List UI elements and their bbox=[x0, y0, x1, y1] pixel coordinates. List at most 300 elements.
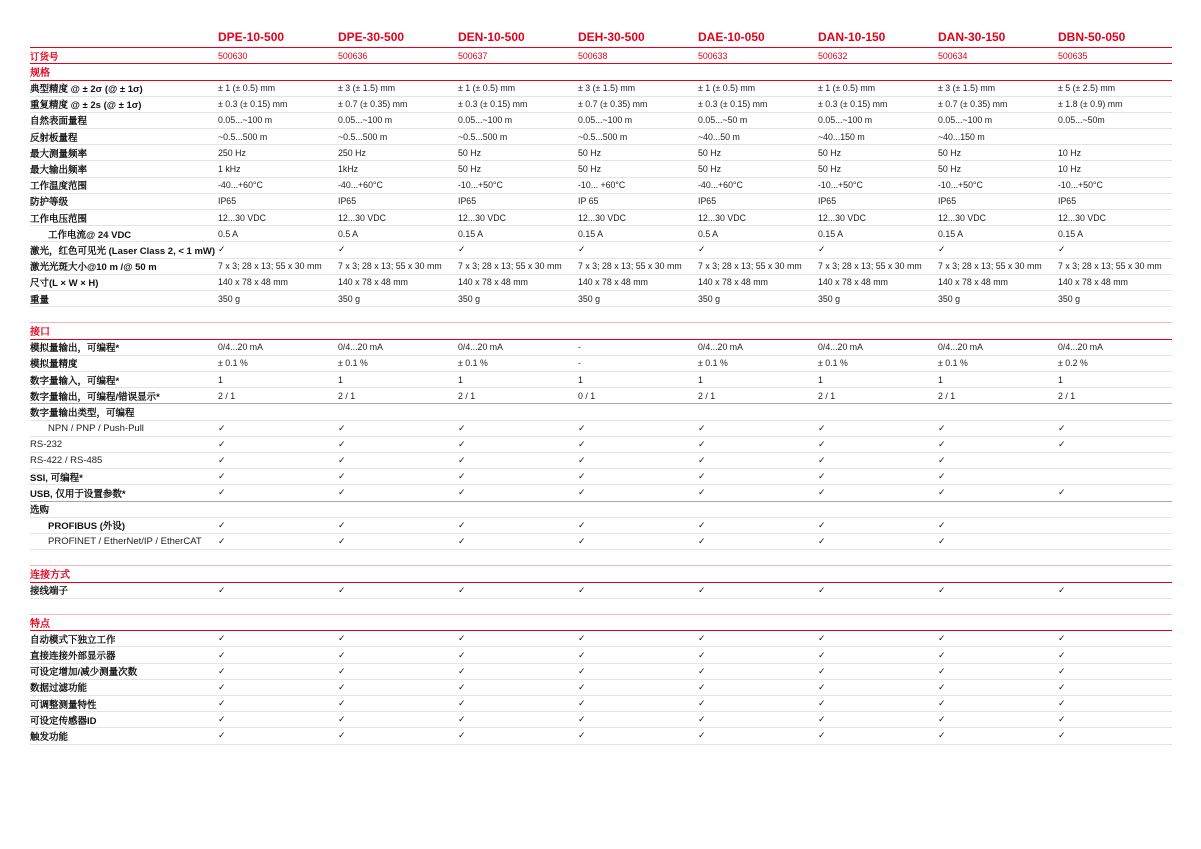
check-icon: ✓ bbox=[1058, 244, 1066, 255]
row-label: 选购 bbox=[30, 505, 50, 517]
value-cell: ~40...150 m bbox=[818, 131, 865, 142]
value-cell: ~0.5...500 m bbox=[338, 131, 388, 142]
check-icon: ✓ bbox=[578, 487, 586, 498]
value-cell: ± 1 (± 0.5) mm bbox=[218, 83, 276, 94]
value-cell: 0.5 A bbox=[218, 228, 239, 239]
value-cell: IP 65 bbox=[578, 196, 599, 207]
check-icon: ✓ bbox=[938, 649, 946, 660]
check-icon: ✓ bbox=[338, 584, 346, 595]
check-icon: ✓ bbox=[578, 665, 586, 676]
value-cell: 2 / 1 bbox=[458, 390, 476, 401]
table-row bbox=[30, 518, 1172, 534]
table-row bbox=[30, 469, 1172, 485]
check-icon: ✓ bbox=[578, 455, 586, 466]
check-icon: ✓ bbox=[818, 438, 826, 449]
check-icon: ✓ bbox=[818, 730, 826, 741]
table-row bbox=[30, 113, 1172, 129]
value-cell: 1 bbox=[218, 374, 223, 385]
table-row bbox=[30, 275, 1172, 291]
row-label: 可调整测量特性 bbox=[30, 699, 97, 711]
column-header-dpe-10-500: DPE-10-500 bbox=[218, 30, 285, 44]
value-cell: 0.05...~100 m bbox=[938, 115, 993, 126]
row-label: 自然表面量程 bbox=[30, 116, 88, 128]
table-row bbox=[30, 259, 1172, 275]
check-icon: ✓ bbox=[938, 665, 946, 676]
table-row bbox=[30, 534, 1172, 550]
value-cell: 12...30 VDC bbox=[578, 212, 626, 223]
value-cell: 10 Hz bbox=[1058, 164, 1081, 175]
order-number-cell: 500633 bbox=[698, 50, 728, 61]
row-label: 直接连接外部显示器 bbox=[30, 651, 116, 663]
value-cell: 1 bbox=[698, 374, 703, 385]
value-cell: 350 g bbox=[458, 293, 481, 304]
check-icon: ✓ bbox=[938, 714, 946, 725]
check-icon: ✓ bbox=[458, 730, 466, 741]
check-icon: ✓ bbox=[1058, 487, 1066, 498]
value-cell: 0.5 A bbox=[698, 228, 719, 239]
value-cell: 0.15 A bbox=[1058, 228, 1083, 239]
check-icon: ✓ bbox=[458, 698, 466, 709]
check-icon: ✓ bbox=[338, 244, 346, 255]
row-label: 数字量输出类型，可编程 bbox=[30, 407, 135, 419]
row-label: 数据过滤功能 bbox=[30, 683, 88, 695]
check-icon: ✓ bbox=[938, 455, 946, 466]
check-icon: ✓ bbox=[338, 519, 346, 530]
check-icon: ✓ bbox=[698, 584, 706, 595]
check-icon: ✓ bbox=[1058, 681, 1066, 692]
section-2 bbox=[30, 565, 1172, 599]
check-icon: ✓ bbox=[818, 714, 826, 725]
check-icon: ✓ bbox=[578, 730, 586, 741]
check-icon: ✓ bbox=[818, 487, 826, 498]
check-icon: ✓ bbox=[938, 487, 946, 498]
check-icon: ✓ bbox=[818, 422, 826, 433]
value-cell: 350 g bbox=[578, 293, 601, 304]
value-cell: 1kHz bbox=[338, 164, 359, 175]
check-icon: ✓ bbox=[938, 244, 946, 255]
check-icon: ✓ bbox=[338, 665, 346, 676]
table-row bbox=[30, 210, 1172, 226]
table-row bbox=[30, 194, 1172, 210]
check-icon: ✓ bbox=[938, 422, 946, 433]
value-cell: -40...+60°C bbox=[698, 180, 743, 191]
value-cell: ± 0.1 % bbox=[818, 358, 848, 369]
check-icon: ✓ bbox=[218, 519, 226, 530]
value-cell: IP65 bbox=[938, 196, 957, 207]
check-icon: ✓ bbox=[338, 633, 346, 644]
check-icon: ✓ bbox=[458, 244, 466, 255]
section-1 bbox=[30, 322, 1172, 550]
table-row bbox=[30, 81, 1172, 97]
row-label: RS-232 bbox=[30, 438, 63, 450]
value-cell: 140 x 78 x 48 mm bbox=[458, 277, 528, 288]
value-cell: 50 Hz bbox=[578, 164, 601, 175]
check-icon: ✓ bbox=[938, 698, 946, 709]
check-icon: ✓ bbox=[818, 584, 826, 595]
table-row bbox=[30, 728, 1172, 744]
check-icon: ✓ bbox=[338, 535, 346, 546]
value-cell: 0/4...20 mA bbox=[338, 342, 383, 353]
check-icon: ✓ bbox=[698, 422, 706, 433]
value-cell: -10...+50°C bbox=[458, 180, 503, 191]
value-cell: ± 0.7 (± 0.35) mm bbox=[338, 99, 408, 110]
value-cell: 140 x 78 x 48 mm bbox=[1058, 277, 1128, 288]
row-label: 工作电流@ 24 VDC bbox=[48, 229, 132, 241]
value-cell: 1 bbox=[938, 374, 943, 385]
value-cell: 50 Hz bbox=[578, 147, 601, 158]
order-number-cell: 500635 bbox=[1058, 50, 1088, 61]
check-icon: ✓ bbox=[938, 633, 946, 644]
check-icon: ✓ bbox=[338, 714, 346, 725]
check-icon: ✓ bbox=[698, 633, 706, 644]
section-3 bbox=[30, 614, 1172, 745]
row-label: 尺寸(L × W × H) bbox=[30, 278, 99, 290]
value-cell: 1 bbox=[818, 374, 823, 385]
row-label: SSI, 可编程* bbox=[30, 472, 83, 484]
value-cell: 350 g bbox=[1058, 293, 1081, 304]
value-cell: 140 x 78 x 48 mm bbox=[218, 277, 288, 288]
check-icon: ✓ bbox=[938, 730, 946, 741]
value-cell: 0.15 A bbox=[938, 228, 963, 239]
row-label: PROFINET / EtherNet/IP / EtherCAT bbox=[48, 535, 202, 547]
value-cell: IP65 bbox=[1058, 196, 1077, 207]
row-label: 接线端子 bbox=[30, 586, 69, 598]
value-cell: ± 1 (± 0.5) mm bbox=[458, 83, 516, 94]
table-row bbox=[30, 356, 1172, 372]
order-number-cell: 500634 bbox=[938, 50, 968, 61]
order-number-label: 订货号 bbox=[30, 51, 59, 63]
table-row bbox=[30, 680, 1172, 696]
column-header-dan-30-150: DAN-30-150 bbox=[938, 30, 1006, 44]
section-title: 连接方式 bbox=[30, 565, 1172, 583]
value-cell: ± 3 (± 1.5) mm bbox=[578, 83, 636, 94]
check-icon: ✓ bbox=[818, 665, 826, 676]
value-cell: 350 g bbox=[938, 293, 961, 304]
check-icon: ✓ bbox=[338, 422, 346, 433]
value-cell: 0/4...20 mA bbox=[1058, 342, 1103, 353]
value-cell: 50 Hz bbox=[458, 147, 481, 158]
value-cell: 140 x 78 x 48 mm bbox=[698, 277, 768, 288]
row-label: NPN / PNP / Push-Pull bbox=[48, 422, 144, 434]
check-icon: ✓ bbox=[578, 681, 586, 692]
value-cell: 1 bbox=[578, 374, 583, 385]
value-cell: ± 0.1 % bbox=[938, 358, 968, 369]
value-cell: 0/4...20 mA bbox=[938, 342, 983, 353]
check-icon: ✓ bbox=[818, 633, 826, 644]
value-cell: 350 g bbox=[818, 293, 841, 304]
check-icon: ✓ bbox=[698, 535, 706, 546]
check-icon: ✓ bbox=[218, 584, 226, 595]
value-cell: 0/4...20 mA bbox=[818, 342, 863, 353]
value-cell: 2 / 1 bbox=[218, 390, 236, 401]
table-row bbox=[30, 145, 1172, 161]
value-cell: 0.05...~50 m bbox=[698, 115, 748, 126]
check-icon: ✓ bbox=[698, 649, 706, 660]
check-icon: ✓ bbox=[938, 519, 946, 530]
check-icon: ✓ bbox=[818, 649, 826, 660]
check-icon: ✓ bbox=[578, 714, 586, 725]
value-cell: ~40...50 m bbox=[698, 131, 740, 142]
row-label: 防护等级 bbox=[30, 197, 69, 209]
row-label: 数字量输出，可编程/错误显示* bbox=[30, 391, 160, 403]
table-row bbox=[30, 226, 1172, 242]
value-cell: 12...30 VDC bbox=[938, 212, 986, 223]
check-icon: ✓ bbox=[458, 584, 466, 595]
table-row bbox=[30, 129, 1172, 145]
value-cell: 0.05...~100 m bbox=[338, 115, 393, 126]
value-cell: ± 0.1 % bbox=[338, 358, 368, 369]
column-header-dan-10-150: DAN-10-150 bbox=[818, 30, 886, 44]
check-icon: ✓ bbox=[578, 422, 586, 433]
value-cell: ~0.5...500 m bbox=[458, 131, 508, 142]
row-label: 激光光斑大小@10 m /@ 50 m bbox=[30, 262, 157, 274]
value-cell: 12...30 VDC bbox=[458, 212, 506, 223]
table-row bbox=[30, 583, 1172, 599]
value-cell: 1 kHz bbox=[218, 164, 241, 175]
value-cell: ~0.5...500 m bbox=[578, 131, 628, 142]
value-cell: IP65 bbox=[218, 196, 237, 207]
check-icon: ✓ bbox=[818, 535, 826, 546]
order-number-row bbox=[30, 48, 1172, 64]
value-cell: ± 0.3 (± 0.15) mm bbox=[218, 99, 288, 110]
value-cell: 1 bbox=[458, 374, 463, 385]
check-icon: ✓ bbox=[218, 438, 226, 449]
check-icon: ✓ bbox=[458, 471, 466, 482]
check-icon: ✓ bbox=[218, 698, 226, 709]
value-cell: 7 x 3; 28 x 13; 55 x 30 mm bbox=[458, 261, 562, 272]
check-icon: ✓ bbox=[1058, 584, 1066, 595]
check-icon: ✓ bbox=[458, 455, 466, 466]
value-cell: ± 5 (± 2.5) mm bbox=[1058, 83, 1116, 94]
value-cell: ± 0.3 (± 0.15) mm bbox=[458, 99, 528, 110]
check-icon: ✓ bbox=[578, 519, 586, 530]
column-header-dpe-30-500: DPE-30-500 bbox=[338, 30, 405, 44]
row-label: USB, 仅用于设置参数* bbox=[30, 488, 126, 500]
value-cell: -10...+50°C bbox=[1058, 180, 1103, 191]
check-icon: ✓ bbox=[338, 471, 346, 482]
value-cell: ± 3 (± 1.5) mm bbox=[338, 83, 396, 94]
value-cell: 350 g bbox=[338, 293, 361, 304]
check-icon: ✓ bbox=[458, 519, 466, 530]
table-row bbox=[30, 696, 1172, 712]
column-header-den-10-500: DEN-10-500 bbox=[458, 30, 525, 44]
value-cell: 350 g bbox=[218, 293, 241, 304]
row-label: 数字量输入，可编程* bbox=[30, 375, 120, 387]
value-cell: 12...30 VDC bbox=[338, 212, 386, 223]
value-cell: 10 Hz bbox=[1058, 147, 1081, 158]
column-header-dbn-50-050: DBN-50-050 bbox=[1058, 30, 1126, 44]
check-icon: ✓ bbox=[218, 471, 226, 482]
table-row bbox=[30, 664, 1172, 680]
value-cell: 0/4...20 mA bbox=[458, 342, 503, 353]
check-icon: ✓ bbox=[218, 422, 226, 433]
check-icon: ✓ bbox=[938, 438, 946, 449]
value-cell: -40...+60°C bbox=[338, 180, 383, 191]
value-cell: 50 Hz bbox=[938, 164, 961, 175]
row-label: 触发功能 bbox=[30, 731, 69, 743]
value-cell: 50 Hz bbox=[818, 147, 841, 158]
value-cell: 0 / 1 bbox=[578, 390, 596, 401]
check-icon: ✓ bbox=[458, 649, 466, 660]
row-label: RS-422 / RS-485 bbox=[30, 455, 103, 467]
table-row bbox=[30, 291, 1172, 307]
row-label: PROFIBUS (外设) bbox=[48, 521, 126, 533]
check-icon: ✓ bbox=[1058, 422, 1066, 433]
table-row bbox=[30, 485, 1172, 501]
section-title: 特点 bbox=[30, 614, 1172, 632]
value-cell: ± 0.7 (± 0.35) mm bbox=[938, 99, 1008, 110]
value-cell: - bbox=[578, 342, 581, 353]
check-icon: ✓ bbox=[938, 535, 946, 546]
row-label: 可设定增加/减少测量次数 bbox=[30, 667, 138, 679]
table-row bbox=[30, 161, 1172, 177]
check-icon: ✓ bbox=[578, 633, 586, 644]
check-icon: ✓ bbox=[698, 519, 706, 530]
value-cell: -10...+50°C bbox=[818, 180, 863, 191]
value-cell: 7 x 3; 28 x 13; 55 x 30 mm bbox=[218, 261, 322, 272]
value-cell: ± 0.1 % bbox=[458, 358, 488, 369]
check-icon: ✓ bbox=[818, 471, 826, 482]
check-icon: ✓ bbox=[218, 535, 226, 546]
check-icon: ✓ bbox=[338, 730, 346, 741]
table-row bbox=[30, 712, 1172, 728]
order-number-cell: 500638 bbox=[578, 50, 608, 61]
check-icon: ✓ bbox=[1058, 730, 1066, 741]
value-cell: 12...30 VDC bbox=[698, 212, 746, 223]
check-icon: ✓ bbox=[218, 714, 226, 725]
value-cell: 50 Hz bbox=[698, 164, 721, 175]
section-title: 规格 bbox=[30, 64, 1172, 81]
check-icon: ✓ bbox=[218, 633, 226, 644]
check-icon: ✓ bbox=[698, 714, 706, 725]
check-icon: ✓ bbox=[338, 487, 346, 498]
table-row bbox=[30, 97, 1172, 113]
check-icon: ✓ bbox=[578, 471, 586, 482]
table-row bbox=[30, 502, 1172, 518]
check-icon: ✓ bbox=[458, 422, 466, 433]
order-number-cell: 500632 bbox=[818, 50, 848, 61]
row-label: 重复精度 @ ± 2s (@ ± 1σ) bbox=[30, 100, 142, 112]
value-cell: ~40...150 m bbox=[938, 131, 985, 142]
check-icon: ✓ bbox=[698, 487, 706, 498]
check-icon: ✓ bbox=[578, 438, 586, 449]
value-cell: 0.05...~100 m bbox=[458, 115, 513, 126]
value-cell: 50 Hz bbox=[458, 164, 481, 175]
value-cell: 0/4...20 mA bbox=[698, 342, 743, 353]
table-row bbox=[30, 404, 1172, 420]
check-icon: ✓ bbox=[1058, 698, 1066, 709]
check-icon: ✓ bbox=[458, 487, 466, 498]
row-label: 激光，红色可见光 (Laser Class 2, < 1 mW) bbox=[30, 245, 216, 257]
value-cell: ± 0.2 % bbox=[1058, 358, 1088, 369]
value-cell: 0.05...~100 m bbox=[818, 115, 873, 126]
order-number-cell: 500636 bbox=[338, 50, 368, 61]
section-0 bbox=[30, 64, 1172, 307]
check-icon: ✓ bbox=[218, 730, 226, 741]
value-cell: ~0.5...500 m bbox=[218, 131, 268, 142]
row-label: 可设定传感器ID bbox=[30, 715, 97, 727]
value-cell: IP65 bbox=[818, 196, 837, 207]
value-cell: 7 x 3; 28 x 13; 55 x 30 mm bbox=[698, 261, 802, 272]
check-icon: ✓ bbox=[458, 633, 466, 644]
value-cell: 7 x 3; 28 x 13; 55 x 30 mm bbox=[338, 261, 442, 272]
value-cell: 0.5 A bbox=[338, 228, 359, 239]
check-icon: ✓ bbox=[698, 698, 706, 709]
value-cell: 2 / 1 bbox=[1058, 390, 1076, 401]
order-number-cell: 500630 bbox=[218, 50, 248, 61]
check-icon: ✓ bbox=[338, 698, 346, 709]
check-icon: ✓ bbox=[338, 438, 346, 449]
value-cell: 50 Hz bbox=[938, 147, 961, 158]
check-icon: ✓ bbox=[218, 665, 226, 676]
row-label: 反射板量程 bbox=[30, 132, 78, 144]
check-icon: ✓ bbox=[938, 584, 946, 595]
row-label: 模拟量精度 bbox=[30, 359, 78, 371]
table-row bbox=[30, 340, 1172, 356]
value-cell: 1 bbox=[338, 374, 343, 385]
row-label: 最大测量频率 bbox=[30, 148, 88, 160]
model-header-row bbox=[30, 24, 1172, 48]
value-cell: 0/4...20 mA bbox=[218, 342, 263, 353]
check-icon: ✓ bbox=[218, 649, 226, 660]
check-icon: ✓ bbox=[698, 244, 706, 255]
value-cell: -10... +60°C bbox=[578, 180, 626, 191]
check-icon: ✓ bbox=[1058, 714, 1066, 725]
value-cell: 2 / 1 bbox=[338, 390, 356, 401]
check-icon: ✓ bbox=[338, 455, 346, 466]
check-icon: ✓ bbox=[1058, 649, 1066, 660]
value-cell: IP65 bbox=[458, 196, 477, 207]
value-cell: ± 1 (± 0.5) mm bbox=[698, 83, 756, 94]
check-icon: ✓ bbox=[578, 649, 586, 660]
value-cell: -40...+60°C bbox=[218, 180, 263, 191]
check-icon: ✓ bbox=[698, 438, 706, 449]
value-cell: ± 0.3 (± 0.15) mm bbox=[818, 99, 888, 110]
check-icon: ✓ bbox=[818, 455, 826, 466]
value-cell: 140 x 78 x 48 mm bbox=[578, 277, 648, 288]
value-cell: 250 Hz bbox=[218, 147, 246, 158]
check-icon: ✓ bbox=[1058, 438, 1066, 449]
table-row bbox=[30, 242, 1172, 258]
check-icon: ✓ bbox=[218, 487, 226, 498]
value-cell: 7 x 3; 28 x 13; 55 x 30 mm bbox=[578, 261, 682, 272]
value-cell: 350 g bbox=[698, 293, 721, 304]
table-row bbox=[30, 437, 1172, 453]
check-icon: ✓ bbox=[338, 681, 346, 692]
order-number-cell: 500637 bbox=[458, 50, 488, 61]
check-icon: ✓ bbox=[458, 681, 466, 692]
row-label: 自动模式下独立工作 bbox=[30, 634, 116, 646]
value-cell: 0.15 A bbox=[578, 228, 603, 239]
value-cell: 0.05...~100 m bbox=[578, 115, 633, 126]
check-icon: ✓ bbox=[218, 681, 226, 692]
value-cell: 7 x 3; 28 x 13; 55 x 30 mm bbox=[938, 261, 1042, 272]
value-cell: 7 x 3; 28 x 13; 55 x 30 mm bbox=[818, 261, 922, 272]
value-cell: IP65 bbox=[698, 196, 717, 207]
spec-comparison-table bbox=[30, 24, 1172, 745]
table-row bbox=[30, 372, 1172, 388]
column-header-deh-30-500: DEH-30-500 bbox=[578, 30, 645, 44]
row-label: 模拟量输出，可编程* bbox=[30, 343, 120, 355]
value-cell: 1 bbox=[1058, 374, 1063, 385]
table-row bbox=[30, 388, 1172, 404]
row-label: 最大输出频率 bbox=[30, 165, 88, 177]
value-cell: 250 Hz bbox=[338, 147, 366, 158]
value-cell: 140 x 78 x 48 mm bbox=[338, 277, 408, 288]
column-header-dae-10-050: DAE-10-050 bbox=[698, 30, 765, 44]
check-icon: ✓ bbox=[698, 730, 706, 741]
check-icon: ✓ bbox=[458, 665, 466, 676]
